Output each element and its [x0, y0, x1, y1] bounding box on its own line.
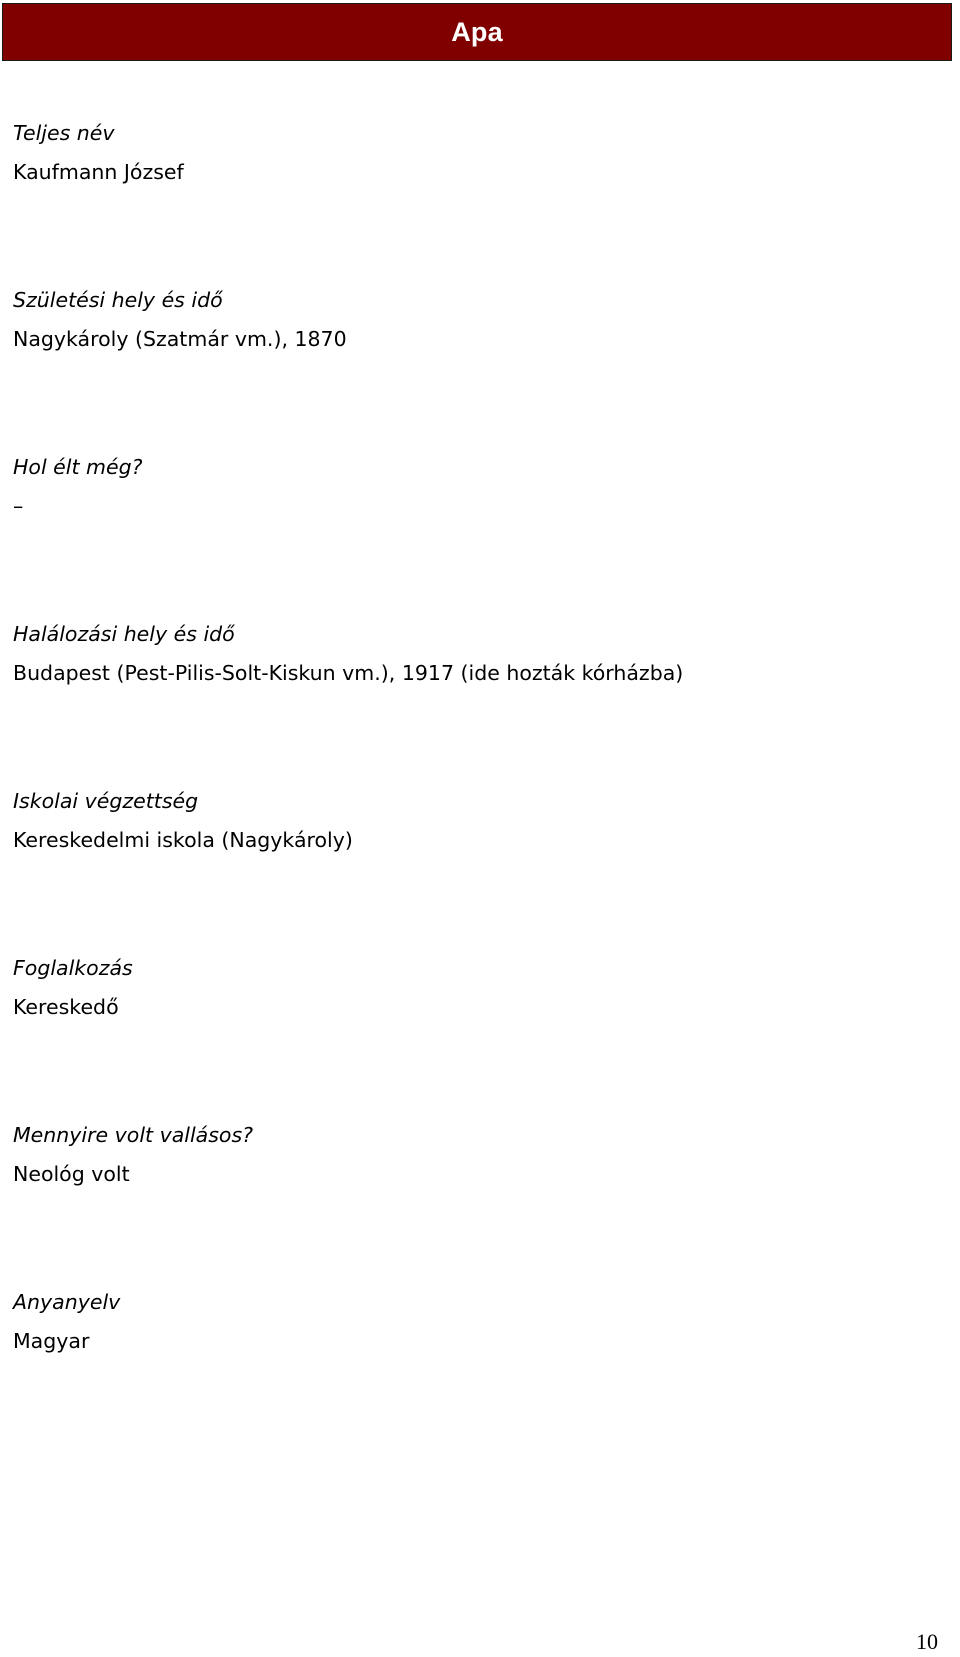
field-label: Hol élt még?: [13, 455, 143, 479]
field-death-place-date: [13, 622, 943, 685]
field-label: Foglalkozás: [13, 956, 133, 980]
section-header-bar: [2, 3, 952, 61]
field-value: Nagykároly (Szatmár vm.), 1870: [13, 327, 347, 351]
field-religiosity: [13, 1123, 943, 1186]
field-value: Magyar: [13, 1329, 90, 1353]
field-value: –: [13, 494, 24, 518]
field-value: Budapest (Pest-Pilis-Solt-Kiskun vm.), 1917 (ide hozták kórházba): [13, 661, 684, 685]
field-value: Kaufmann József: [13, 160, 184, 184]
field-value: Neológ volt: [13, 1162, 130, 1186]
field-education: [13, 789, 943, 852]
field-value: Kereskedő: [13, 995, 119, 1019]
field-mother-tongue: [13, 1290, 943, 1353]
field-label: Teljes név: [13, 121, 115, 145]
section-title: Apa: [451, 16, 503, 47]
field-other-residences: [13, 455, 943, 518]
field-label: Születési hely és idő: [13, 288, 223, 312]
field-full-name: [13, 121, 943, 184]
page-number: 10: [916, 1629, 938, 1654]
field-label: Mennyire volt vallásos?: [13, 1123, 254, 1147]
field-birth-place-date: [13, 288, 943, 351]
field-occupation: [13, 956, 943, 1019]
field-label: Halálozási hely és idő: [13, 622, 235, 646]
field-label: Iskolai végzettség: [13, 789, 199, 813]
field-value: Kereskedelmi iskola (Nagykároly): [13, 828, 353, 852]
field-label: Anyanyelv: [13, 1290, 121, 1314]
